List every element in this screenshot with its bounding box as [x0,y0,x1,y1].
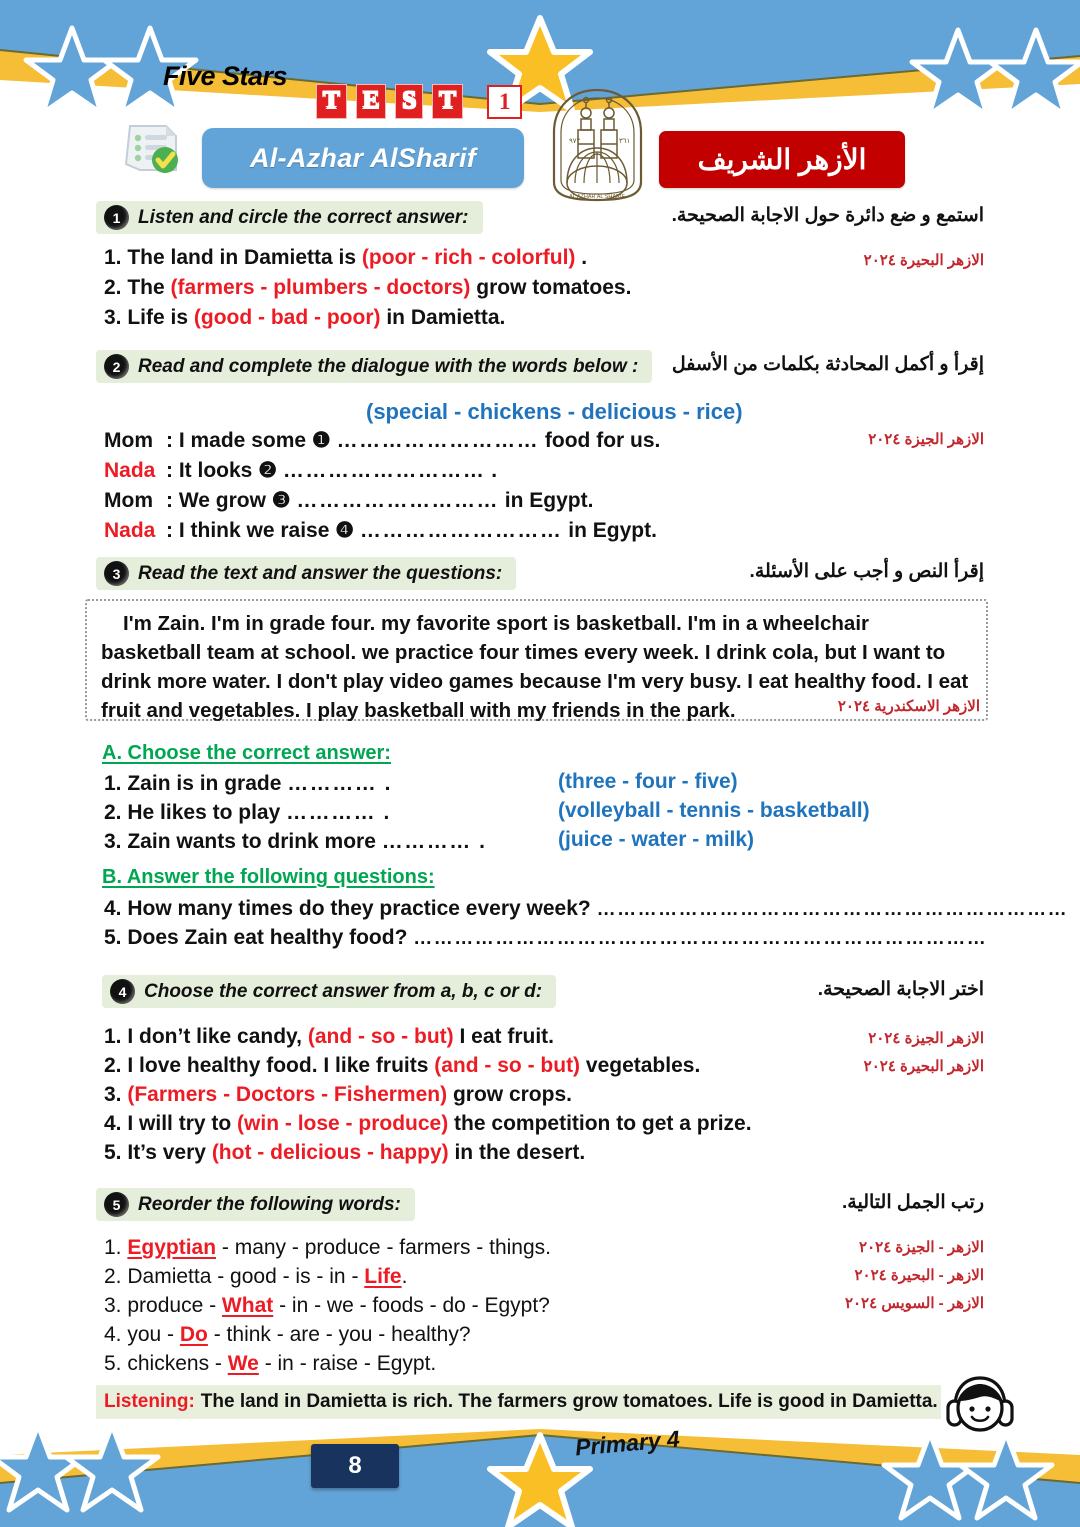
exam-title-pill [202,128,524,188]
q-key: Life [364,1265,402,1288]
q-num: 2. [104,1265,122,1288]
section-source-5-c: الازهر - السويس ٢٠٢٤ [844,1295,984,1312]
section-bullet-4: 4 [110,979,135,1004]
speaker-name: Mom [104,489,153,512]
line-pre: : I made some [166,429,312,452]
q-pre: chickens - [127,1352,228,1375]
blank-marker: ❷ [258,459,278,482]
arabic-title-pill [659,131,905,188]
bottom-decorative-banner [0,1407,1080,1527]
question-1-1 [104,246,587,270]
q-key: We [227,1352,259,1375]
question-4-3 [104,1083,572,1107]
section-source-1: الازهر البحيرة ٢٠٢٤ [863,252,984,269]
section-title-2: Read and complete the dialogue with the words below : [138,355,639,377]
q-num: 2. [104,1054,122,1077]
answer-blank[interactable]: ……………………… [296,489,499,512]
word-bank: (special - chickens - delicious - rice) [366,399,743,424]
q-post: the competition to get a prize. [448,1112,752,1135]
svg-text:AL AZHAR AL SHARIF: AL AZHAR AL SHARIF [569,194,625,200]
q-pre: I will try to [127,1112,238,1135]
line-post: food for us. [539,429,661,452]
speaker-name: Nada [104,459,156,482]
section-arabic-3: إقرأ النص و أجب على الأسئلة. [749,561,984,582]
line-post: in Egypt. [498,489,594,512]
q-post: - think - are - you - healthy? [207,1323,471,1346]
question-3a-1 [104,772,392,796]
q-num: 1. [104,246,122,269]
q-choice: (and - so - but) [307,1025,454,1048]
section-bullet-3: 3 [104,561,129,586]
q-post: vegetables. [580,1054,701,1077]
line-post: . [485,459,498,482]
q-post: in Damietta. [380,306,506,329]
section-header-4 [102,975,556,1008]
question-1-2 [104,276,631,300]
answer-blank[interactable]: ……………………… [359,519,563,542]
section-header-5 [96,1188,415,1221]
q-num: 4. [104,1323,122,1346]
q-pre: Damietta - good - is - in - [127,1265,365,1288]
section-source-2: الازهر الجيزة ٢٠٢٤ [868,431,984,448]
question-1-3 [104,306,505,330]
section-source-4-a: الازهر الجيزة ٢٠٢٤ [868,1030,984,1047]
q-key: Do [179,1323,208,1346]
q-post: - many - produce - farmers - things. [216,1236,551,1259]
q-num: 2. [104,276,122,299]
q-num: 4. [104,1112,122,1135]
reorder-item-4 [104,1323,471,1347]
q-choice: (and - so - but) [434,1054,581,1077]
svg-text:٣٦١: ٣٦١ [619,137,631,145]
section-arabic-4: اختر الاجابة الصحيحة. [817,979,984,1000]
section-arabic-2: إقرأ و أكمل المحادثة بكلمات من الأسفل [671,354,984,375]
section-bullet-1: 1 [104,205,129,230]
listening-text: The land in Damietta is rich. The farmers grow tomatoes. Life is good in Damietta. [200,1391,938,1412]
question-4-4 [104,1112,752,1136]
q-pre: I love healthy food. I like fruits [127,1054,435,1077]
question-4-5 [104,1141,585,1165]
line-pre: : It looks [166,459,259,482]
part-a-title: A. Choose the correct answer: [102,742,391,764]
section-arabic-5: رتب الجمل التالية. [842,1192,984,1213]
q-num: 1. [104,772,122,795]
line-pre: : We grow [166,489,272,512]
choices-3a-3: (juice - water - milk) [558,828,755,851]
question-3b-4 [104,897,1068,921]
brand-title: Five Stars [163,61,288,91]
blank-marker: ❹ [335,519,355,542]
answer-blank[interactable]: ………… . [287,772,392,795]
q-pre: produce - [127,1294,222,1317]
blank-marker: ❸ [271,489,291,512]
q-text: Zain wants to drink more [127,830,376,853]
reorder-item-3 [104,1294,550,1318]
q-num: 4. [104,897,122,920]
answer-blank[interactable]: ………………………………………………………………………… [413,928,988,949]
q-post: I eat fruit. [453,1025,555,1048]
dialogue-line-4 [104,518,657,543]
speaker-name: Nada [104,519,156,542]
choices-3a-2: (volleyball - tennis - basketball) [558,799,870,822]
test-badge [316,84,522,119]
q-text: How many times do they practice every week? [127,897,591,920]
q-choice: (poor - rich - colorful) [361,246,576,269]
reorder-item-1 [104,1236,551,1260]
q-post: grow tomatoes. [470,276,632,299]
grade-level-label: Primary 4 [574,1425,681,1461]
answer-blank[interactable]: ……………………… [336,429,540,452]
q-key: Egyptian [127,1236,217,1259]
question-4-1 [104,1025,554,1049]
answer-blank[interactable]: ………… . [286,801,391,824]
q-post: . [575,246,588,269]
q-text: Zain is in grade [127,772,282,795]
question-3b-5 [104,926,987,950]
al-azhar-emblem-icon [545,86,650,209]
test-letter: S [395,84,423,119]
q-pre: The land in Damietta is [127,246,362,269]
section-bullet-2: 2 [104,354,129,379]
line-pre: : I think we raise [166,519,336,542]
page-number-badge [311,1444,399,1488]
section-bullet-5: 5 [104,1192,129,1217]
listening-label: Listening: [104,1391,195,1412]
section-source-3: الازهر الاسكندرية ٢٠٢٤ [837,698,980,715]
q-num: 5. [104,1352,122,1375]
test-letter: T [316,84,347,119]
q-num: 3. [104,1294,122,1317]
q-num: 1. [104,1025,122,1048]
reorder-item-5 [104,1352,436,1376]
q-key: What [221,1294,274,1317]
test-letter: T [432,84,463,119]
q-num: 3. [104,830,122,853]
q-choice: (win - lose - produce) [237,1112,449,1135]
section-source-4-b: الازهر البحيرة ٢٠٢٤ [863,1058,984,1075]
q-pre: The [127,276,171,299]
q-post: - in - we - foods - do - Egypt? [273,1294,550,1317]
dialogue-line-3 [104,488,593,513]
top-decorative-banner [0,0,1080,120]
section-title-5: Reorder the following words: [138,1193,401,1215]
answer-blank[interactable]: …………………………………………………………… [596,899,1069,920]
svg-text:٩٧٢: ٩٧٢ [569,137,581,145]
q-pre: I don’t like candy, [127,1025,308,1048]
q-text: Does Zain eat healthy food? [127,926,408,949]
q-choice: (Farmers - Doctors - Fishermen) [127,1083,448,1106]
q-num: 5. [104,1141,122,1164]
section-title-4: Choose the correct answer from a, b, c or d: [144,980,543,1002]
line-post: in Egypt. [562,519,657,542]
q-pre: Life is [127,306,194,329]
section-source-5-a: الازهر - الجيزة ٢٠٢٤ [859,1239,984,1256]
section-title-3: Read the text and answer the questions: [138,562,503,584]
answer-blank[interactable]: ………… . [381,830,487,853]
checklist-document-icon [118,120,186,189]
q-text: He likes to play [127,801,281,824]
q-post: grow crops. [447,1083,572,1106]
section-header-1 [96,201,483,234]
answer-blank[interactable]: ……………………… [282,459,486,482]
q-post: . [401,1265,408,1288]
q-choice: (good - bad - poor) [193,306,381,329]
q-num: 3. [104,1083,122,1106]
section-header-2 [96,350,652,383]
q-num: 5. [104,926,122,949]
section-arabic-1: استمع و ضع دائرة حول الاجابة الصحيحة. [671,205,984,226]
q-choice: (hot - delicious - happy) [211,1141,449,1164]
q-num: 2. [104,801,122,824]
dialogue-line-2 [104,458,497,483]
test-number: 1 [487,85,523,119]
dialogue-line-1 [104,428,660,453]
exam-title-text: Al-Azhar AlSharif [249,142,477,173]
page-number-text: 8 [348,1452,362,1479]
q-pre: you - [127,1323,180,1346]
q-post: - in - raise - Egypt. [258,1352,437,1375]
question-3a-3 [104,830,486,854]
q-num: 1. [104,1236,122,1259]
question-4-2 [104,1054,700,1078]
test-letter: E [356,84,387,119]
q-choice: (farmers - plumbers - doctors) [170,276,471,299]
q-num: 3. [104,306,122,329]
speaker-name: Mom [104,429,153,452]
q-post: in the desert. [448,1141,586,1164]
section-header-3 [96,557,516,590]
blank-marker: ❶ [311,429,331,452]
q-pre: It’s very [127,1141,212,1164]
choices-3a-1: (three - four - five) [558,770,738,793]
reading-passage-text: I'm Zain. I'm in grade four. my favorite sport is basketball. I'm in a wheelchair basketball team at school. we practice four times every week. I drink cola, but I want to drink more water. I don't play video games because I'm very busy. I eat healthy food. I eat fruit and vegetables. I play basketball with my friends in the park. [101,612,969,722]
reorder-item-2 [104,1265,407,1289]
part-b-title: B. Answer the following questions: [102,866,435,888]
section-title-1: Listen and circle the correct answer: [138,206,469,228]
arabic-title-text: الأزهر الشريف [697,144,867,175]
question-3a-2 [104,801,391,825]
section-source-5-b: الازهر - البحيرة ٢٠٢٤ [854,1267,984,1284]
